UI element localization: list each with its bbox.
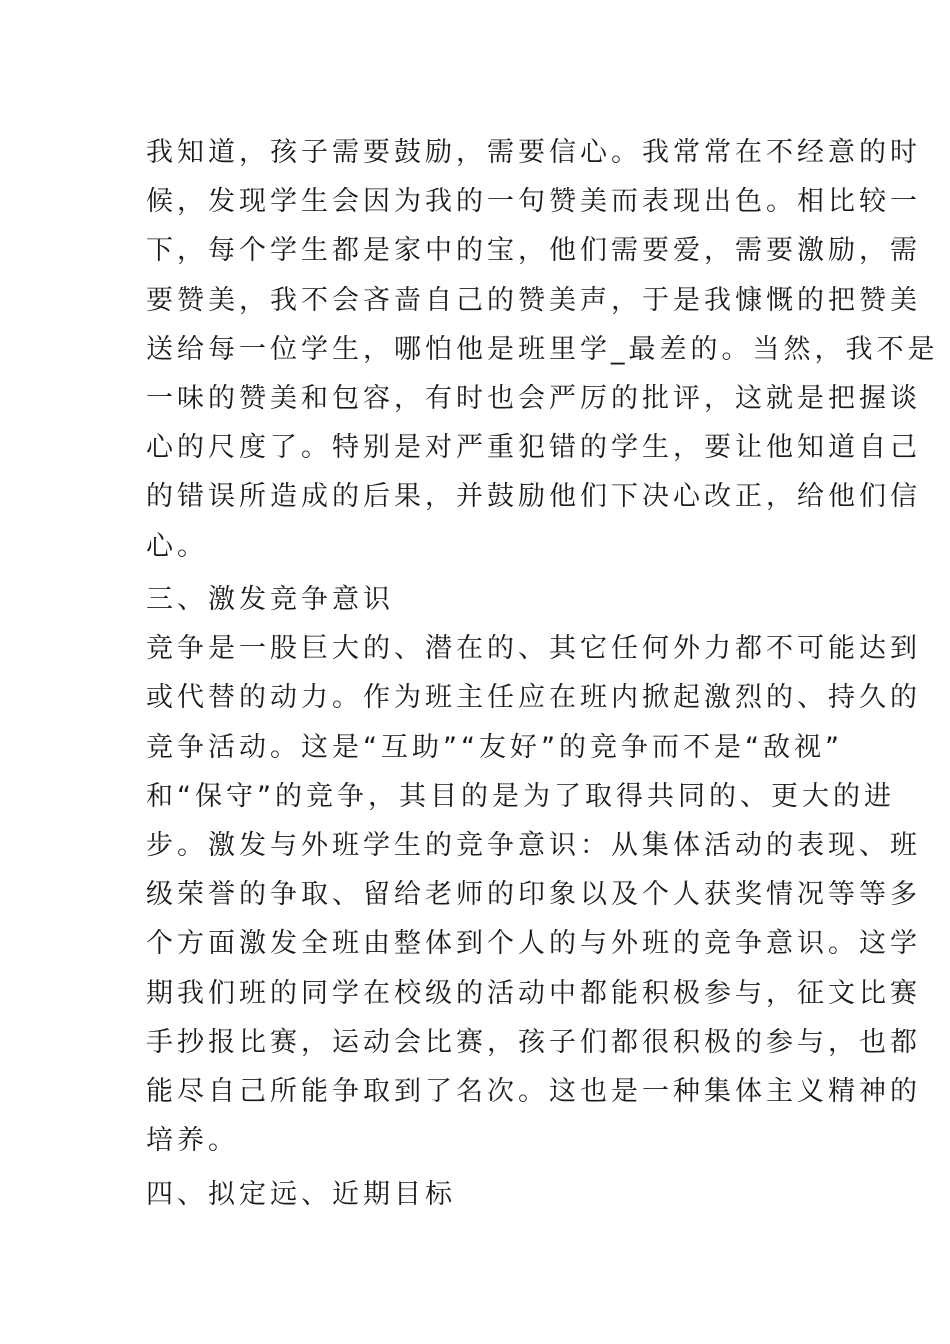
text-line: 能尽自己所能争取到了名次。这也是一种集体主义精神的 (146, 1076, 921, 1107)
text-line: 送给每一位学生，哪怕他是班里学_最差的。当然，我不是 (146, 334, 939, 365)
section-heading: 四、拟定远、近期目标 (146, 1179, 456, 1210)
text-line: 竞争活动。这是“互助”“友好”的竞争而不是“敌视” (146, 732, 843, 763)
text-line: 步。激发与外班学生的竞争意识：从集体活动的表现、班 (146, 830, 921, 861)
text-line: 期我们班的同学在校级的活动中都能积极参与，征文比赛 (146, 978, 921, 1009)
text-line: 候，发现学生会因为我的一句赞美而表现出色。相比较一 (146, 186, 921, 217)
text-line: 或代替的动力。作为班主任应在班内掀起激烈的、持久的 (146, 682, 921, 713)
text-line: 心。 (146, 531, 208, 562)
text-line: 级荣誉的争取、留给老师的印象以及个人获奖情况等等多 (146, 879, 921, 910)
text-line: 我知道，孩子需要鼓励，需要信心。我常常在不经意的时 (146, 137, 921, 168)
text-line: 竞争是一股巨大的、潜在的、其它任何外力都不可能达到 (146, 633, 921, 664)
text-line: 下，每个学生都是家中的宝，他们需要爱，需要激励，需 (146, 235, 921, 266)
text-line: 一味的赞美和包容，有时也会严厉的批评，这就是把握谈 (146, 383, 921, 414)
text-line: 要赞美，我不会吝啬自己的赞美声，于是我慷慨的把赞美 (146, 285, 921, 316)
text-line: 的错误所造成的后果，并鼓励他们下决心改正，给他们信 (146, 481, 921, 512)
text-line: 手抄报比赛，运动会比赛，孩子们都很积极的参与，也都 (146, 1027, 921, 1058)
section-heading: 三、激发竞争意识 (146, 584, 394, 615)
text-line: 个方面激发全班由整体到个人的与外班的竞争意识。这学 (146, 928, 921, 959)
text-line: 和“保守”的竞争，其目的是为了取得共同的、更大的进 (146, 781, 895, 812)
text-line: 心的尺度了。特别是对严重犯错的学生，要让他知道自己 (146, 432, 921, 463)
text-line: 培养。 (146, 1125, 239, 1156)
